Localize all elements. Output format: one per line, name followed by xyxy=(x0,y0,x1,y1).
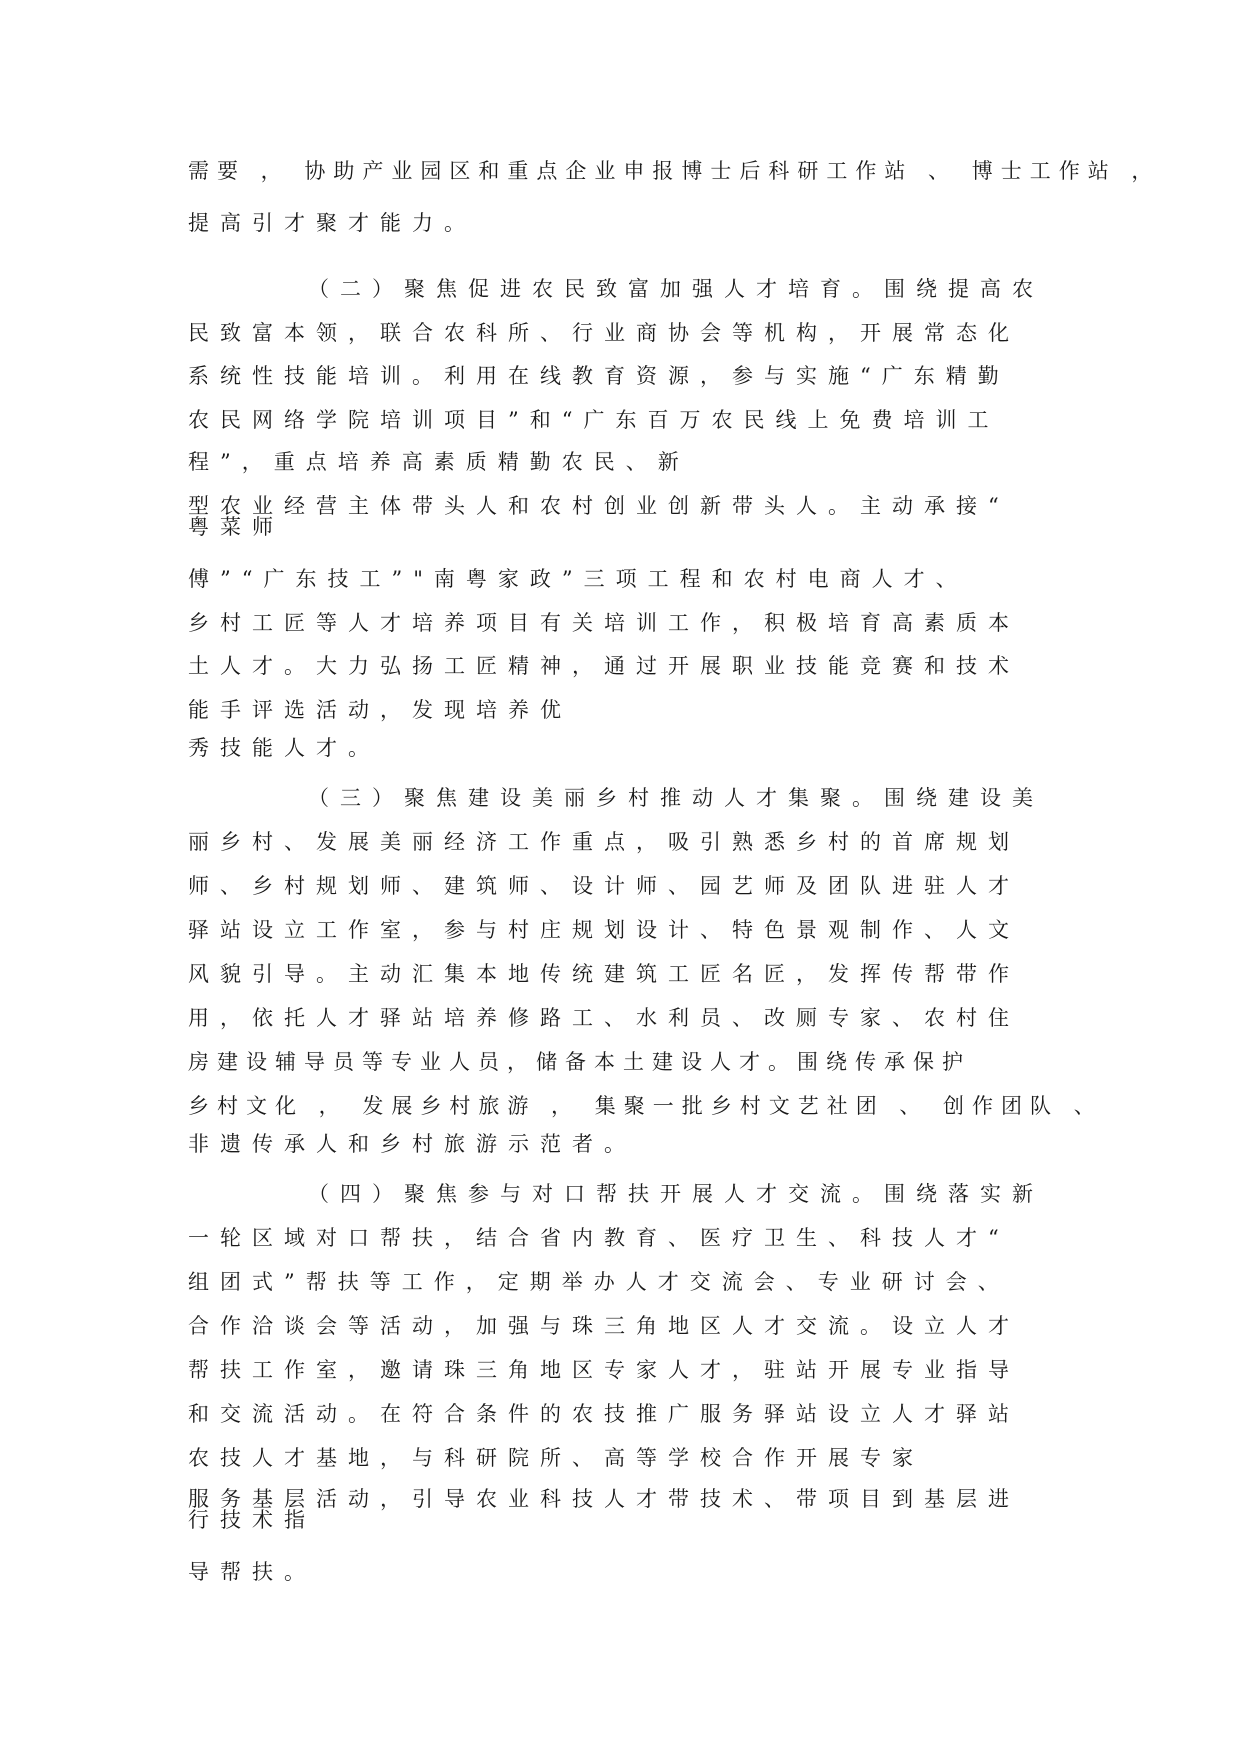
p2-line-11: 秀技能人才。 xyxy=(188,736,380,760)
p2-line-5: 程”，重点培养高素质精勤农民、新 xyxy=(188,450,690,474)
p3-line-3: 师、乡村规划师、建筑师、设计师、园艺师及团队进驻人才 xyxy=(188,874,1020,898)
p1-line-1: 需要 ， 协助产业园区和重点企业申报博士后科研工作站 、 博士工作站 ， xyxy=(188,159,1161,183)
p4-line-3: 组团式”帮扶等工作，定期举办人才交流会、专业研讨会、 xyxy=(188,1270,1010,1294)
p2-line-8: 乡村工匠等人才培养项目有关培训工作，积极培育高素质本 xyxy=(188,611,1020,635)
p2-line-3: 系统性技能培训。利用在线教育资源，参与实施“广东精勤 xyxy=(188,364,1010,388)
p4-line-8a: 服务基层活动，引导农业科技人才带技术、带项目到基层进 xyxy=(188,1487,1020,1511)
p2-line-10: 能手评选活动，发现培养优 xyxy=(188,698,572,722)
p4-line-7: 农技人才基地，与科研院所、高等学校合作开展专家 xyxy=(188,1446,924,1470)
p3-line-2: 丽乡村、发展美丽经济工作重点，吸引熟悉乡村的首席规划 xyxy=(188,830,1020,854)
p3-line-8: 乡村文化 ， 发展乡村旅游 ， 集聚一批乡村文艺社团 、 创作团队 、 xyxy=(188,1094,1103,1118)
p2-line-1: （二）聚焦促进农民致富加强人才培育。围绕提高农 xyxy=(308,277,1044,301)
p2-line-4: 农民网络学院培训项目”和“广东百万农民线上免费培训工 xyxy=(188,408,1000,432)
p1-line-2: 提高引才聚才能力。 xyxy=(188,211,476,235)
p4-line-1: （四）聚焦参与对口帮扶开展人才交流。围绕落实新 xyxy=(308,1182,1044,1206)
p3-line-6: 用，依托人才驿站培养修路工、水利员、改厕专家、农村住 xyxy=(188,1006,1020,1030)
p4-line-6: 和交流活动。在符合条件的农技推广服务驿站设立人才驿站 xyxy=(188,1402,1020,1426)
p2-line-6b: 粤菜师 xyxy=(188,515,284,539)
p2-line-9: 土人才。大力弘扬工匠精神，通过开展职业技能竞赛和技术 xyxy=(188,654,1020,678)
p3-line-7: 房建设辅导员等专业人员，储备本土建设人才。围绕传承保护 xyxy=(188,1050,971,1074)
p3-line-1: （三）聚焦建设美丽乡村推动人才集聚。围绕建设美 xyxy=(308,786,1044,810)
p2-line-6a: 型农业经营主体带头人和农村创业创新带头人。主动承接“ xyxy=(188,494,1010,518)
p4-line-9: 导帮扶。 xyxy=(188,1560,316,1584)
p2-line-2: 民致富本领，联合农科所、行业商协会等机构，开展常态化 xyxy=(188,321,1020,345)
p2-line-7: 傅”“广东技工”"南粤家政”三项工程和农村电商人才、 xyxy=(188,567,968,591)
p3-line-9: 非遗传承人和乡村旅游示范者。 xyxy=(188,1132,636,1156)
p4-line-4: 合作洽谈会等活动，加强与珠三角地区人才交流。设立人才 xyxy=(188,1314,1020,1338)
p4-line-2: 一轮区域对口帮扶，结合省内教育、医疗卫生、科技人才“ xyxy=(188,1226,1010,1250)
p4-line-5: 帮扶工作室，邀请珠三角地区专家人才，驻站开展专业指导 xyxy=(188,1358,1020,1382)
p4-line-8b: 行技术指 xyxy=(188,1508,316,1532)
p3-line-5: 风貌引导。主动汇集本地传统建筑工匠名匠，发挥传帮带作 xyxy=(188,962,1020,986)
p3-line-4: 驿站设立工作室，参与村庄规划设计、特色景观制作、人文 xyxy=(188,918,1020,942)
